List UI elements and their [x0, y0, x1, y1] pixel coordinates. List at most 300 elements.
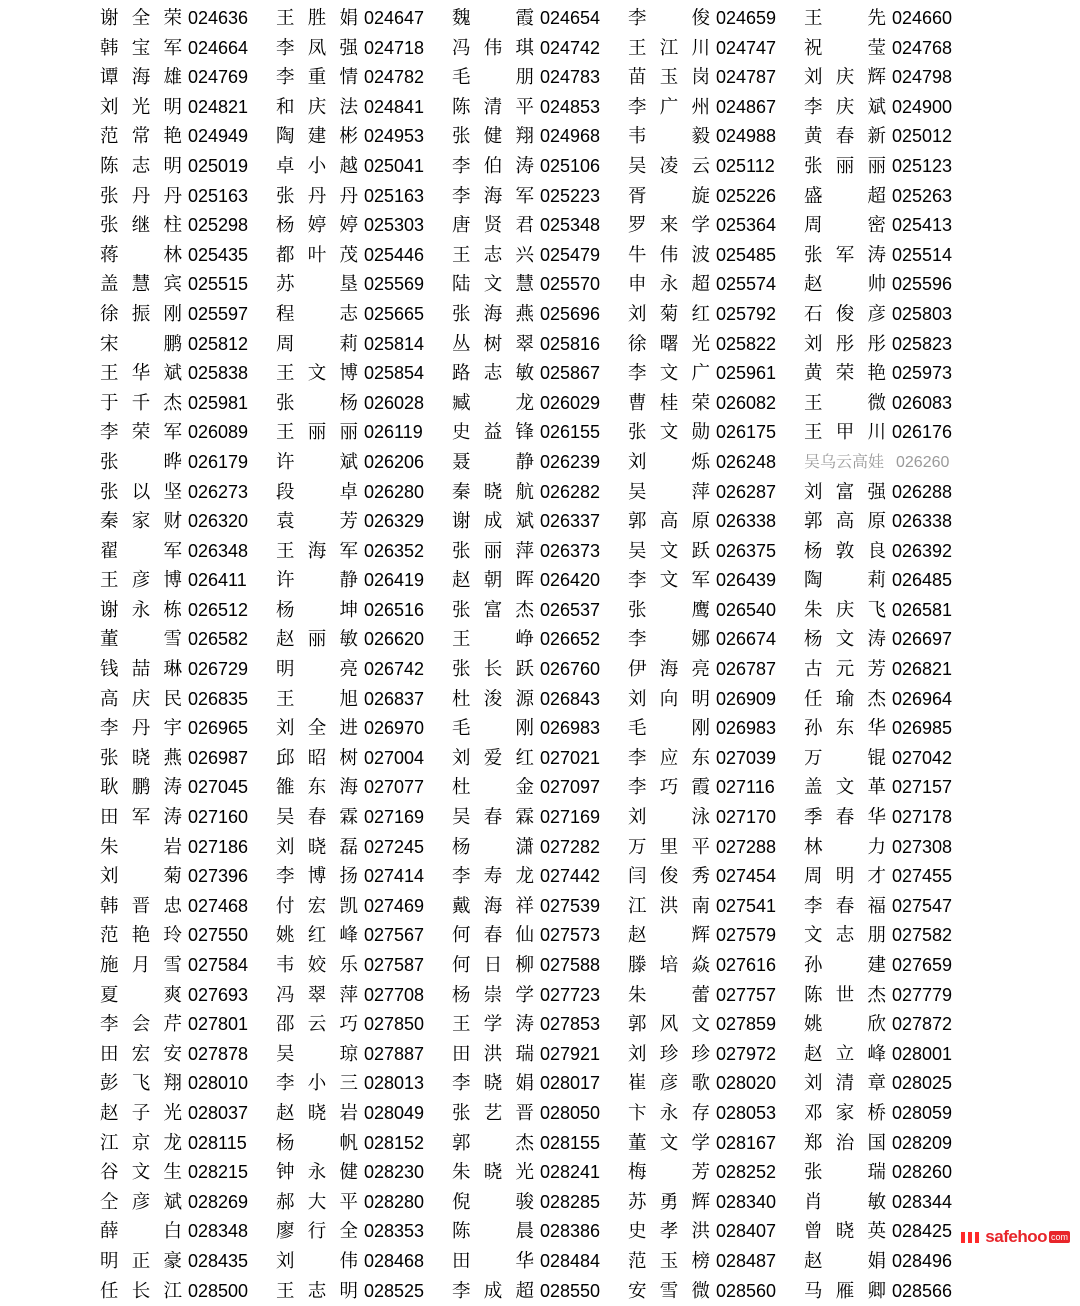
person-id: 028560 [716, 1280, 777, 1301]
table-row [100, 418, 980, 448]
roster-entry [100, 1277, 276, 1306]
roster-cell [100, 1040, 276, 1070]
roster-cell [628, 507, 804, 537]
roster-entry [452, 1217, 628, 1247]
roster-cell [804, 1129, 980, 1159]
roster-cell [804, 981, 980, 1011]
roster-entry [804, 122, 980, 152]
person-name: 杨崇学 [452, 984, 534, 1006]
roster-entry [452, 981, 628, 1011]
person-id: 025961 [716, 363, 777, 384]
person-id: 027872 [892, 1014, 953, 1035]
table-row [100, 507, 980, 537]
person-id: 026337 [540, 511, 601, 532]
person-name: 张富杰 [452, 599, 534, 621]
watermark-sub: com [1050, 1232, 1068, 1242]
person-name: 杨婷婷 [276, 215, 358, 237]
person-id: 025413 [892, 215, 953, 236]
roster-cell [804, 34, 980, 64]
person-id: 027859 [716, 1014, 777, 1035]
roster-entry [100, 981, 276, 1011]
person-name: 唐贤君 [452, 215, 534, 237]
person-id: 025163 [188, 185, 249, 206]
roster-entry [100, 93, 276, 123]
roster-cell [452, 359, 628, 389]
table-row [100, 1277, 980, 1306]
person-id: 024853 [540, 96, 601, 117]
person-name: 李春福 [804, 895, 886, 917]
person-name: 张丽丽 [804, 155, 886, 177]
roster-cell [100, 448, 276, 478]
person-name: 韩晋忠 [100, 895, 182, 917]
person-id: 027282 [540, 836, 601, 857]
roster-cell [100, 537, 276, 567]
roster-entry [276, 448, 452, 478]
person-id: 025479 [540, 244, 601, 265]
roster-entry [628, 4, 804, 34]
person-id: 024949 [188, 126, 249, 147]
person-name: 秦晓航 [452, 481, 534, 503]
roster-cell [628, 803, 804, 833]
roster-cell [804, 655, 980, 685]
roster-entry [276, 241, 452, 271]
roster-entry [804, 1277, 980, 1306]
person-name: 赵辉 [628, 925, 710, 947]
roster-entry [804, 270, 980, 300]
person-name: 季春华 [804, 807, 886, 829]
table-row [100, 1188, 980, 1218]
roster-entry [276, 596, 452, 626]
person-name: 李凤强 [276, 37, 358, 59]
person-id: 028013 [364, 1073, 425, 1094]
person-name: 聂静 [452, 451, 534, 473]
roster-entry [628, 389, 804, 419]
person-name: 韦毅 [628, 126, 710, 148]
person-id: 026909 [716, 688, 777, 709]
person-id: 024718 [364, 37, 425, 58]
roster-entry [452, 1188, 628, 1218]
table-row [100, 951, 980, 981]
person-id: 027582 [892, 925, 953, 946]
person-id: 024953 [364, 126, 425, 147]
person-id: 026516 [364, 599, 425, 620]
person-name: 陈清平 [452, 96, 534, 118]
roster-cell [452, 655, 628, 685]
roster-cell [628, 655, 804, 685]
roster-entry [100, 921, 276, 951]
roster-cell [276, 507, 452, 537]
person-id: 025570 [540, 274, 601, 295]
person-id: 028209 [892, 1132, 953, 1153]
person-name: 任长江 [100, 1280, 182, 1302]
roster-entry [276, 270, 452, 300]
roster-cell [452, 773, 628, 803]
roster-entry [100, 1247, 276, 1277]
person-name: 张瑞 [804, 1162, 886, 1184]
roster-entry [452, 300, 628, 330]
roster-cell [804, 270, 980, 300]
person-name: 薛白 [100, 1221, 182, 1243]
roster-entry [452, 34, 628, 64]
person-name: 黄荣艳 [804, 363, 886, 385]
person-name: 袁芳 [276, 511, 358, 533]
person-id: 026082 [716, 392, 777, 413]
roster-cell [276, 1129, 452, 1159]
roster-cell [804, 448, 980, 478]
person-id: 025226 [716, 185, 777, 206]
roster-entry [100, 182, 276, 212]
person-name: 杨文涛 [804, 629, 886, 651]
person-id: 024654 [540, 8, 601, 28]
roster-cell [276, 211, 452, 241]
person-name: 廖行全 [276, 1221, 358, 1243]
person-id: 028496 [892, 1250, 953, 1271]
person-id: 026392 [892, 540, 953, 561]
roster-cell [276, 389, 452, 419]
roster-entry [628, 63, 804, 93]
roster-entry [452, 625, 628, 655]
person-name: 刘光明 [100, 96, 182, 118]
person-id: 027708 [364, 984, 425, 1005]
watermark-dots-icon [961, 1232, 983, 1243]
person-id: 027288 [716, 836, 777, 857]
roster-entry [276, 300, 452, 330]
person-id: 027169 [540, 807, 601, 828]
person-id: 028037 [188, 1102, 249, 1123]
person-id: 028001 [892, 1043, 953, 1064]
table-row [100, 1010, 980, 1040]
roster-cell [628, 241, 804, 271]
person-id: 025515 [188, 274, 249, 295]
roster-entry [804, 833, 980, 863]
table-row [100, 1129, 980, 1159]
roster-cell [804, 182, 980, 212]
roster-entry [276, 773, 452, 803]
person-id: 026155 [540, 422, 601, 443]
person-name: 文志朋 [804, 925, 886, 947]
roster-cell [628, 685, 804, 715]
roster-entry [276, 714, 452, 744]
roster-cell [804, 803, 980, 833]
person-id: 028435 [188, 1250, 249, 1271]
roster-entry [452, 1010, 628, 1040]
roster-cell [100, 1158, 276, 1188]
roster-entry [804, 448, 980, 478]
person-name: 申永超 [628, 274, 710, 296]
table-row [100, 744, 980, 774]
person-name: 蒋林 [100, 244, 182, 266]
person-id: 025792 [716, 303, 777, 324]
person-name: 李娜 [628, 629, 710, 651]
roster-entry [452, 478, 628, 508]
roster-cell [452, 1188, 628, 1218]
roster-cell [452, 1010, 628, 1040]
person-id: 027539 [540, 895, 601, 916]
person-id: 026729 [188, 659, 249, 680]
roster-cell [804, 63, 980, 93]
roster-entry [276, 566, 452, 596]
roster-entry [100, 478, 276, 508]
person-name: 王志明 [276, 1280, 358, 1302]
table-row [100, 803, 980, 833]
roster-entry [804, 1217, 980, 1247]
person-name: 姚红峰 [276, 925, 358, 947]
person-name: 李伯涛 [452, 155, 534, 177]
roster-cell [628, 1010, 804, 1040]
person-id: 026965 [188, 718, 249, 739]
roster-cell [452, 1129, 628, 1159]
site-watermark [961, 1227, 1070, 1247]
person-name: 赵立峰 [804, 1043, 886, 1065]
roster-cell [100, 625, 276, 655]
person-name: 刘烁 [628, 451, 710, 473]
roster-entry [804, 63, 980, 93]
person-id: 026329 [364, 511, 425, 532]
table-row [100, 330, 980, 360]
roster-entry [276, 507, 452, 537]
person-id: 026206 [364, 451, 425, 472]
roster-cell [804, 714, 980, 744]
person-name: 秦家财 [100, 511, 182, 533]
person-id: 025596 [892, 274, 953, 295]
person-name: 和庆法 [276, 96, 358, 118]
roster-entry [100, 152, 276, 182]
person-name: 盖文革 [804, 777, 886, 799]
person-name: 夏爽 [100, 984, 182, 1006]
roster-cell [276, 981, 452, 1011]
person-name: 滕培焱 [628, 955, 710, 976]
person-id: 026581 [892, 599, 953, 620]
person-name: 王学涛 [452, 1014, 534, 1036]
person-name: 段卓 [276, 481, 358, 503]
roster-cell [804, 625, 980, 655]
roster-cell [452, 1217, 628, 1247]
roster-entry [276, 182, 452, 212]
person-name: 陶莉 [804, 570, 886, 592]
roster-entry [452, 537, 628, 567]
roster-entry [100, 1069, 276, 1099]
roster-cell [628, 182, 804, 212]
roster-cell [804, 862, 980, 892]
person-id: 025446 [364, 244, 425, 265]
person-name: 王江川 [628, 37, 710, 59]
roster-entry [804, 1010, 980, 1040]
person-id: 028049 [364, 1102, 425, 1123]
person-id: 027853 [540, 1014, 601, 1035]
person-id: 026485 [892, 570, 953, 591]
roster-cell [276, 1069, 452, 1099]
person-id: 028260 [892, 1162, 953, 1183]
person-name: 朱晓光 [452, 1162, 534, 1184]
roster-cell [100, 803, 276, 833]
roster-cell [100, 241, 276, 271]
table-row [100, 300, 980, 330]
roster-entry [100, 625, 276, 655]
roster-entry [452, 714, 628, 744]
person-name: 刘向明 [628, 688, 710, 710]
person-name: 刘全进 [276, 718, 358, 740]
person-id: 024867 [716, 96, 777, 117]
person-id: 026282 [540, 481, 601, 502]
roster-cell [100, 862, 276, 892]
roster-entry [804, 418, 980, 448]
roster-cell [804, 685, 980, 715]
person-id: 026338 [716, 511, 777, 532]
person-id: 025867 [540, 363, 601, 384]
roster-entry [100, 1040, 276, 1070]
roster-cell [628, 122, 804, 152]
person-name: 王丽丽 [276, 422, 358, 444]
person-name: 郭高原 [804, 511, 886, 533]
person-id: 028500 [188, 1280, 249, 1301]
roster-entry [100, 507, 276, 537]
person-id: 026352 [364, 540, 425, 561]
person-id: 026411 [188, 570, 247, 591]
person-name: 戴海祥 [452, 895, 534, 917]
person-id: 027567 [364, 925, 425, 946]
roster-cell [452, 418, 628, 448]
person-name: 徐曙光 [628, 333, 710, 355]
roster-cell [100, 34, 276, 64]
roster-entry [100, 330, 276, 360]
roster-cell [452, 744, 628, 774]
roster-entry [628, 448, 804, 478]
person-id: 026540 [716, 599, 777, 620]
roster-entry [628, 1129, 804, 1159]
roster-cell [628, 418, 804, 448]
person-name: 彭飞翔 [100, 1073, 182, 1095]
person-name: 盖慧宾 [100, 274, 182, 296]
roster-entry [628, 34, 804, 64]
person-name: 雒东海 [276, 777, 358, 799]
watermark-text: safehoo [985, 1227, 1047, 1246]
roster-entry [276, 1217, 452, 1247]
roster-cell [804, 833, 980, 863]
roster-cell [452, 1099, 628, 1129]
person-id: 027396 [188, 866, 249, 887]
roster-entry [452, 566, 628, 596]
roster-entry [452, 1129, 628, 1159]
roster-cell [276, 685, 452, 715]
roster-entry [276, 625, 452, 655]
roster-cell [628, 359, 804, 389]
roster-cell [804, 300, 980, 330]
person-name: 吴萍 [628, 481, 710, 503]
person-id: 028241 [540, 1162, 601, 1183]
roster-cell [628, 921, 804, 951]
person-id: 026260 [896, 453, 950, 471]
roster-cell [276, 93, 452, 123]
roster-cell [804, 744, 980, 774]
person-name: 赵朝晖 [452, 570, 534, 592]
roster-entry [276, 152, 452, 182]
person-name: 吴乌云高娃 [804, 451, 885, 471]
roster-entry [804, 537, 980, 567]
roster-cell [100, 655, 276, 685]
person-id: 026375 [716, 540, 777, 561]
person-id: 027616 [716, 955, 777, 975]
table-row [100, 596, 980, 626]
roster-cell [804, 1188, 980, 1218]
person-name: 都叶茂 [276, 244, 358, 266]
person-id: 027021 [540, 747, 601, 768]
roster-cell [452, 862, 628, 892]
person-name: 邓家桥 [804, 1102, 886, 1124]
person-id: 027169 [364, 807, 425, 828]
roster-entry [804, 359, 980, 389]
roster-entry [276, 685, 452, 715]
person-id: 028230 [364, 1162, 425, 1183]
person-name: 史益锋 [452, 422, 534, 444]
roster-cell [100, 270, 276, 300]
person-name: 刘菊红 [628, 303, 710, 325]
roster-entry [452, 241, 628, 271]
person-id: 024664 [188, 37, 249, 58]
roster-cell [804, 1277, 980, 1306]
person-id: 026119 [364, 422, 423, 443]
roster-cell [276, 655, 452, 685]
person-id: 027039 [716, 747, 777, 768]
roster-cell [628, 389, 804, 419]
person-id: 026964 [892, 688, 953, 709]
person-id: 027972 [716, 1043, 777, 1064]
person-name: 张继柱 [100, 215, 182, 237]
roster-cell [628, 773, 804, 803]
roster-cell [276, 744, 452, 774]
roster-entry [276, 34, 452, 64]
roster-cell [804, 1010, 980, 1040]
roster-cell [804, 507, 980, 537]
roster-cell [100, 63, 276, 93]
roster-entry [628, 803, 804, 833]
table-row [100, 211, 980, 241]
person-name: 谢全荣 [100, 8, 182, 29]
person-id: 027157 [892, 777, 953, 798]
roster-entry [628, 685, 804, 715]
roster-entry [804, 1069, 980, 1099]
person-name: 魏霞 [452, 8, 534, 29]
roster-entry [804, 596, 980, 626]
roster-cell [628, 596, 804, 626]
roster-entry [100, 122, 276, 152]
person-id: 025435 [188, 244, 249, 265]
person-name: 陈世杰 [804, 984, 886, 1006]
person-id: 026512 [188, 599, 249, 620]
roster-entry [628, 418, 804, 448]
roster-entry [628, 1247, 804, 1277]
table-row [100, 714, 980, 744]
roster-entry [276, 122, 452, 152]
roster-cell [276, 63, 452, 93]
person-name: 李荣军 [100, 422, 182, 444]
table-row [100, 478, 980, 508]
roster-entry [276, 1010, 452, 1040]
roster-entry [628, 122, 804, 152]
roster-cell [100, 921, 276, 951]
person-name: 张军涛 [804, 244, 886, 266]
roster-entry [804, 892, 980, 922]
person-name: 伊海亮 [628, 659, 710, 681]
person-name: 罗来学 [628, 215, 710, 237]
roster-entry [452, 921, 628, 951]
person-id: 025665 [364, 303, 425, 324]
person-name: 臧龙 [452, 392, 534, 414]
person-id: 027454 [716, 866, 777, 887]
person-id: 027659 [892, 955, 953, 975]
person-name: 张海燕 [452, 303, 534, 325]
person-id: 027547 [892, 895, 953, 916]
roster-cell [276, 1277, 452, 1306]
